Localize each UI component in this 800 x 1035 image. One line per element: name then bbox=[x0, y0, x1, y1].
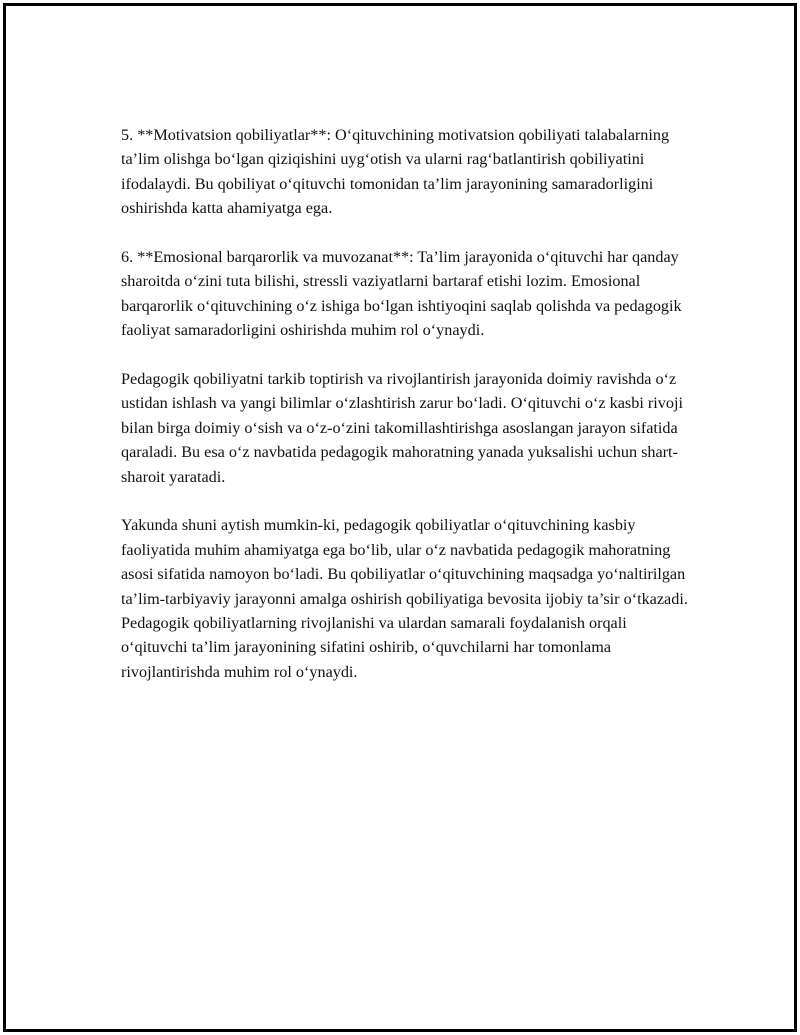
page-frame bbox=[3, 3, 797, 1032]
paragraph-motivational-abilities: 5. **Motivatsion qobiliyatlar**: O‘qituvchining motivatsion qobiliyati talabalarning ta’lim olishga bo‘lgan qiziqishini uyg‘otish va ularni rag‘batlantirish qobiliyatini ifodalaydi. Bu qobiliyat o‘qituvchi tomonidan ta’lim jarayonining samaradorligini oshirishda katta ahamiyatga ega. bbox=[121, 126, 670, 218]
paragraph-ability-development: Pedagogik qobiliyatni tarkib toptirish va rivojlantirish jarayonida doimiy ravishda o‘z ustidan ishlash va yangi bilimlar o‘zlashtirish zarur bo‘ladi. O‘qituvchi o‘z kasbi rivoji bilan birga doimiy o‘sish va o‘z-o‘zini takomillashtirishga asoslangan jarayon sifatida qaraladi. Bu esa o‘z navbatida pedagogik mahoratning yanada yuksalishi uchun shart-sharoit yaratadi. bbox=[121, 370, 683, 486]
document-body bbox=[121, 123, 691, 709]
paragraph-conclusion: Yakunda shuni aytish mumkin-ki, pedagogik qobiliyatlar o‘qituvchining kasbiy faoliyatida muhim ahamiyatga ega bo‘lib, ular o‘z navbatida pedagogik mahoratning asosi sifatida namoyon bo‘ladi. Bu qobiliyatlar o‘qituvchining maqsadga yo‘naltirilgan ta’lim-tarbiyaviy jarayonni amalga oshirish qobiliyatiga bevosita ijobiy ta’sir o‘tkazadi. Pedagogik qobiliyatlarning rivojlanishi va ulardan samarali foydalanish orqali o‘qituvchi ta’lim jarayonining sifatini oshirib, o‘quvchilarni har tomonlama rivojlantirishda muhim rol o‘ynaydi. bbox=[121, 516, 688, 681]
paragraph-emotional-stability: 6. **Emosional barqarorlik va muvozanat**: Ta’lim jarayonida o‘qituvchi har qanday sharoitda o‘zini tuta bilishi, stressli vaziyatlarni bartaraf etishi lozim. Emosional barqarorlik o‘qituvchining o‘z ishiga bo‘lgan ishtiyoqini saqlab qolishda va pedagogik faoliyat samaradorligini oshirishda muhim rol o‘ynaydi. bbox=[121, 248, 682, 340]
